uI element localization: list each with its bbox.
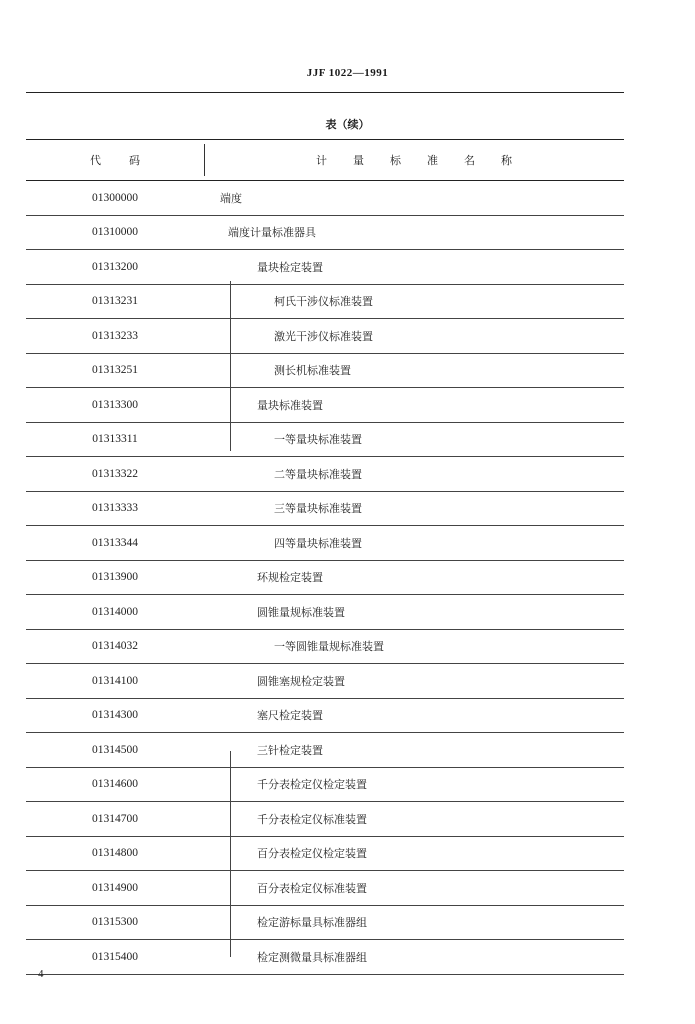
table-row bbox=[26, 285, 624, 320]
row-code: 01314800 bbox=[92, 847, 138, 860]
row-code: 01313300 bbox=[92, 398, 138, 411]
table-row bbox=[26, 871, 624, 906]
row-code: 01310000 bbox=[92, 226, 138, 239]
row-code: 01314500 bbox=[92, 743, 138, 756]
table-row bbox=[26, 802, 624, 837]
row-name: 塞尺检定装置 bbox=[257, 709, 323, 723]
row-code: 01314100 bbox=[92, 674, 138, 687]
header-rule bbox=[26, 92, 624, 93]
table-row bbox=[26, 492, 624, 527]
table-row bbox=[26, 664, 624, 699]
row-name: 千分表检定仪标准装置 bbox=[257, 812, 367, 826]
row-name: 二等量块标准装置 bbox=[274, 467, 362, 481]
row-code: 01313344 bbox=[92, 536, 138, 549]
row-name: 检定测微量具标准器组 bbox=[257, 950, 367, 964]
row-code: 01313233 bbox=[92, 329, 138, 342]
table-row bbox=[26, 526, 624, 561]
table-row bbox=[26, 250, 624, 285]
row-name: 一等圆锥量规标准装置 bbox=[274, 640, 384, 654]
row-name: 柯氏干涉仪标准装置 bbox=[274, 295, 373, 309]
table-row bbox=[26, 733, 624, 768]
row-code: 01313200 bbox=[92, 260, 138, 273]
row-code: 01313900 bbox=[92, 571, 138, 584]
table-row bbox=[26, 354, 624, 389]
table-row bbox=[26, 940, 624, 975]
row-name: 端度计量标准器具 bbox=[228, 226, 316, 240]
table-row bbox=[26, 837, 624, 872]
table-header bbox=[26, 139, 624, 181]
row-name: 激光干涉仪标准装置 bbox=[274, 329, 373, 343]
row-code: 01313333 bbox=[92, 502, 138, 515]
table-row bbox=[26, 388, 624, 423]
row-code: 01314600 bbox=[92, 778, 138, 791]
row-name: 端度 bbox=[220, 191, 242, 205]
table-row bbox=[26, 906, 624, 941]
row-name: 百分表检定仪标准装置 bbox=[257, 881, 367, 895]
row-name: 百分表检定仪检定装置 bbox=[257, 847, 367, 861]
row-name: 一等量块标准装置 bbox=[274, 433, 362, 447]
row-name: 量块检定装置 bbox=[257, 260, 323, 274]
table-body bbox=[26, 181, 624, 975]
column-divider bbox=[204, 144, 205, 176]
row-name: 检定游标量具标准器组 bbox=[257, 916, 367, 930]
page-number: 4 bbox=[38, 968, 44, 980]
row-name: 三等量块标准装置 bbox=[274, 502, 362, 516]
table-row bbox=[26, 181, 624, 216]
row-code: 01314300 bbox=[92, 709, 138, 722]
row-name: 圆锥塞规检定装置 bbox=[257, 674, 345, 688]
running-header: JJF 1022—1991 bbox=[306, 67, 389, 79]
column-header-name: 计量标准名称 bbox=[316, 154, 538, 167]
row-name: 量块标准装置 bbox=[257, 398, 323, 412]
table-row bbox=[26, 595, 624, 630]
standards-table bbox=[26, 139, 624, 975]
table-row bbox=[26, 319, 624, 354]
row-code: 01314700 bbox=[92, 812, 138, 825]
table-row bbox=[26, 423, 624, 458]
row-code: 01300000 bbox=[92, 191, 138, 204]
table-row bbox=[26, 630, 624, 665]
table-row bbox=[26, 457, 624, 492]
row-code: 01314000 bbox=[92, 605, 138, 618]
row-code: 01315400 bbox=[92, 950, 138, 963]
row-name: 测长机标准装置 bbox=[274, 364, 351, 378]
row-name: 四等量块标准装置 bbox=[274, 536, 362, 550]
row-name: 千分表检定仪检定装置 bbox=[257, 778, 367, 792]
column-header-code: 代码 bbox=[90, 154, 168, 167]
row-code: 01315300 bbox=[92, 916, 138, 929]
row-code: 01313251 bbox=[92, 364, 138, 377]
table-caption: 表（续） bbox=[325, 118, 370, 131]
table-row bbox=[26, 561, 624, 596]
table-row bbox=[26, 216, 624, 251]
table-row bbox=[26, 699, 624, 734]
row-name: 圆锥量规标准装置 bbox=[257, 605, 345, 619]
row-code: 01314032 bbox=[92, 640, 138, 653]
row-name: 环规检定装置 bbox=[257, 571, 323, 585]
row-code: 01313322 bbox=[92, 467, 138, 480]
row-code: 01314900 bbox=[92, 881, 138, 894]
row-code: 01313231 bbox=[92, 295, 138, 308]
row-name: 三针检定装置 bbox=[257, 743, 323, 757]
row-code: 01313311 bbox=[92, 433, 138, 446]
table-row bbox=[26, 768, 624, 803]
